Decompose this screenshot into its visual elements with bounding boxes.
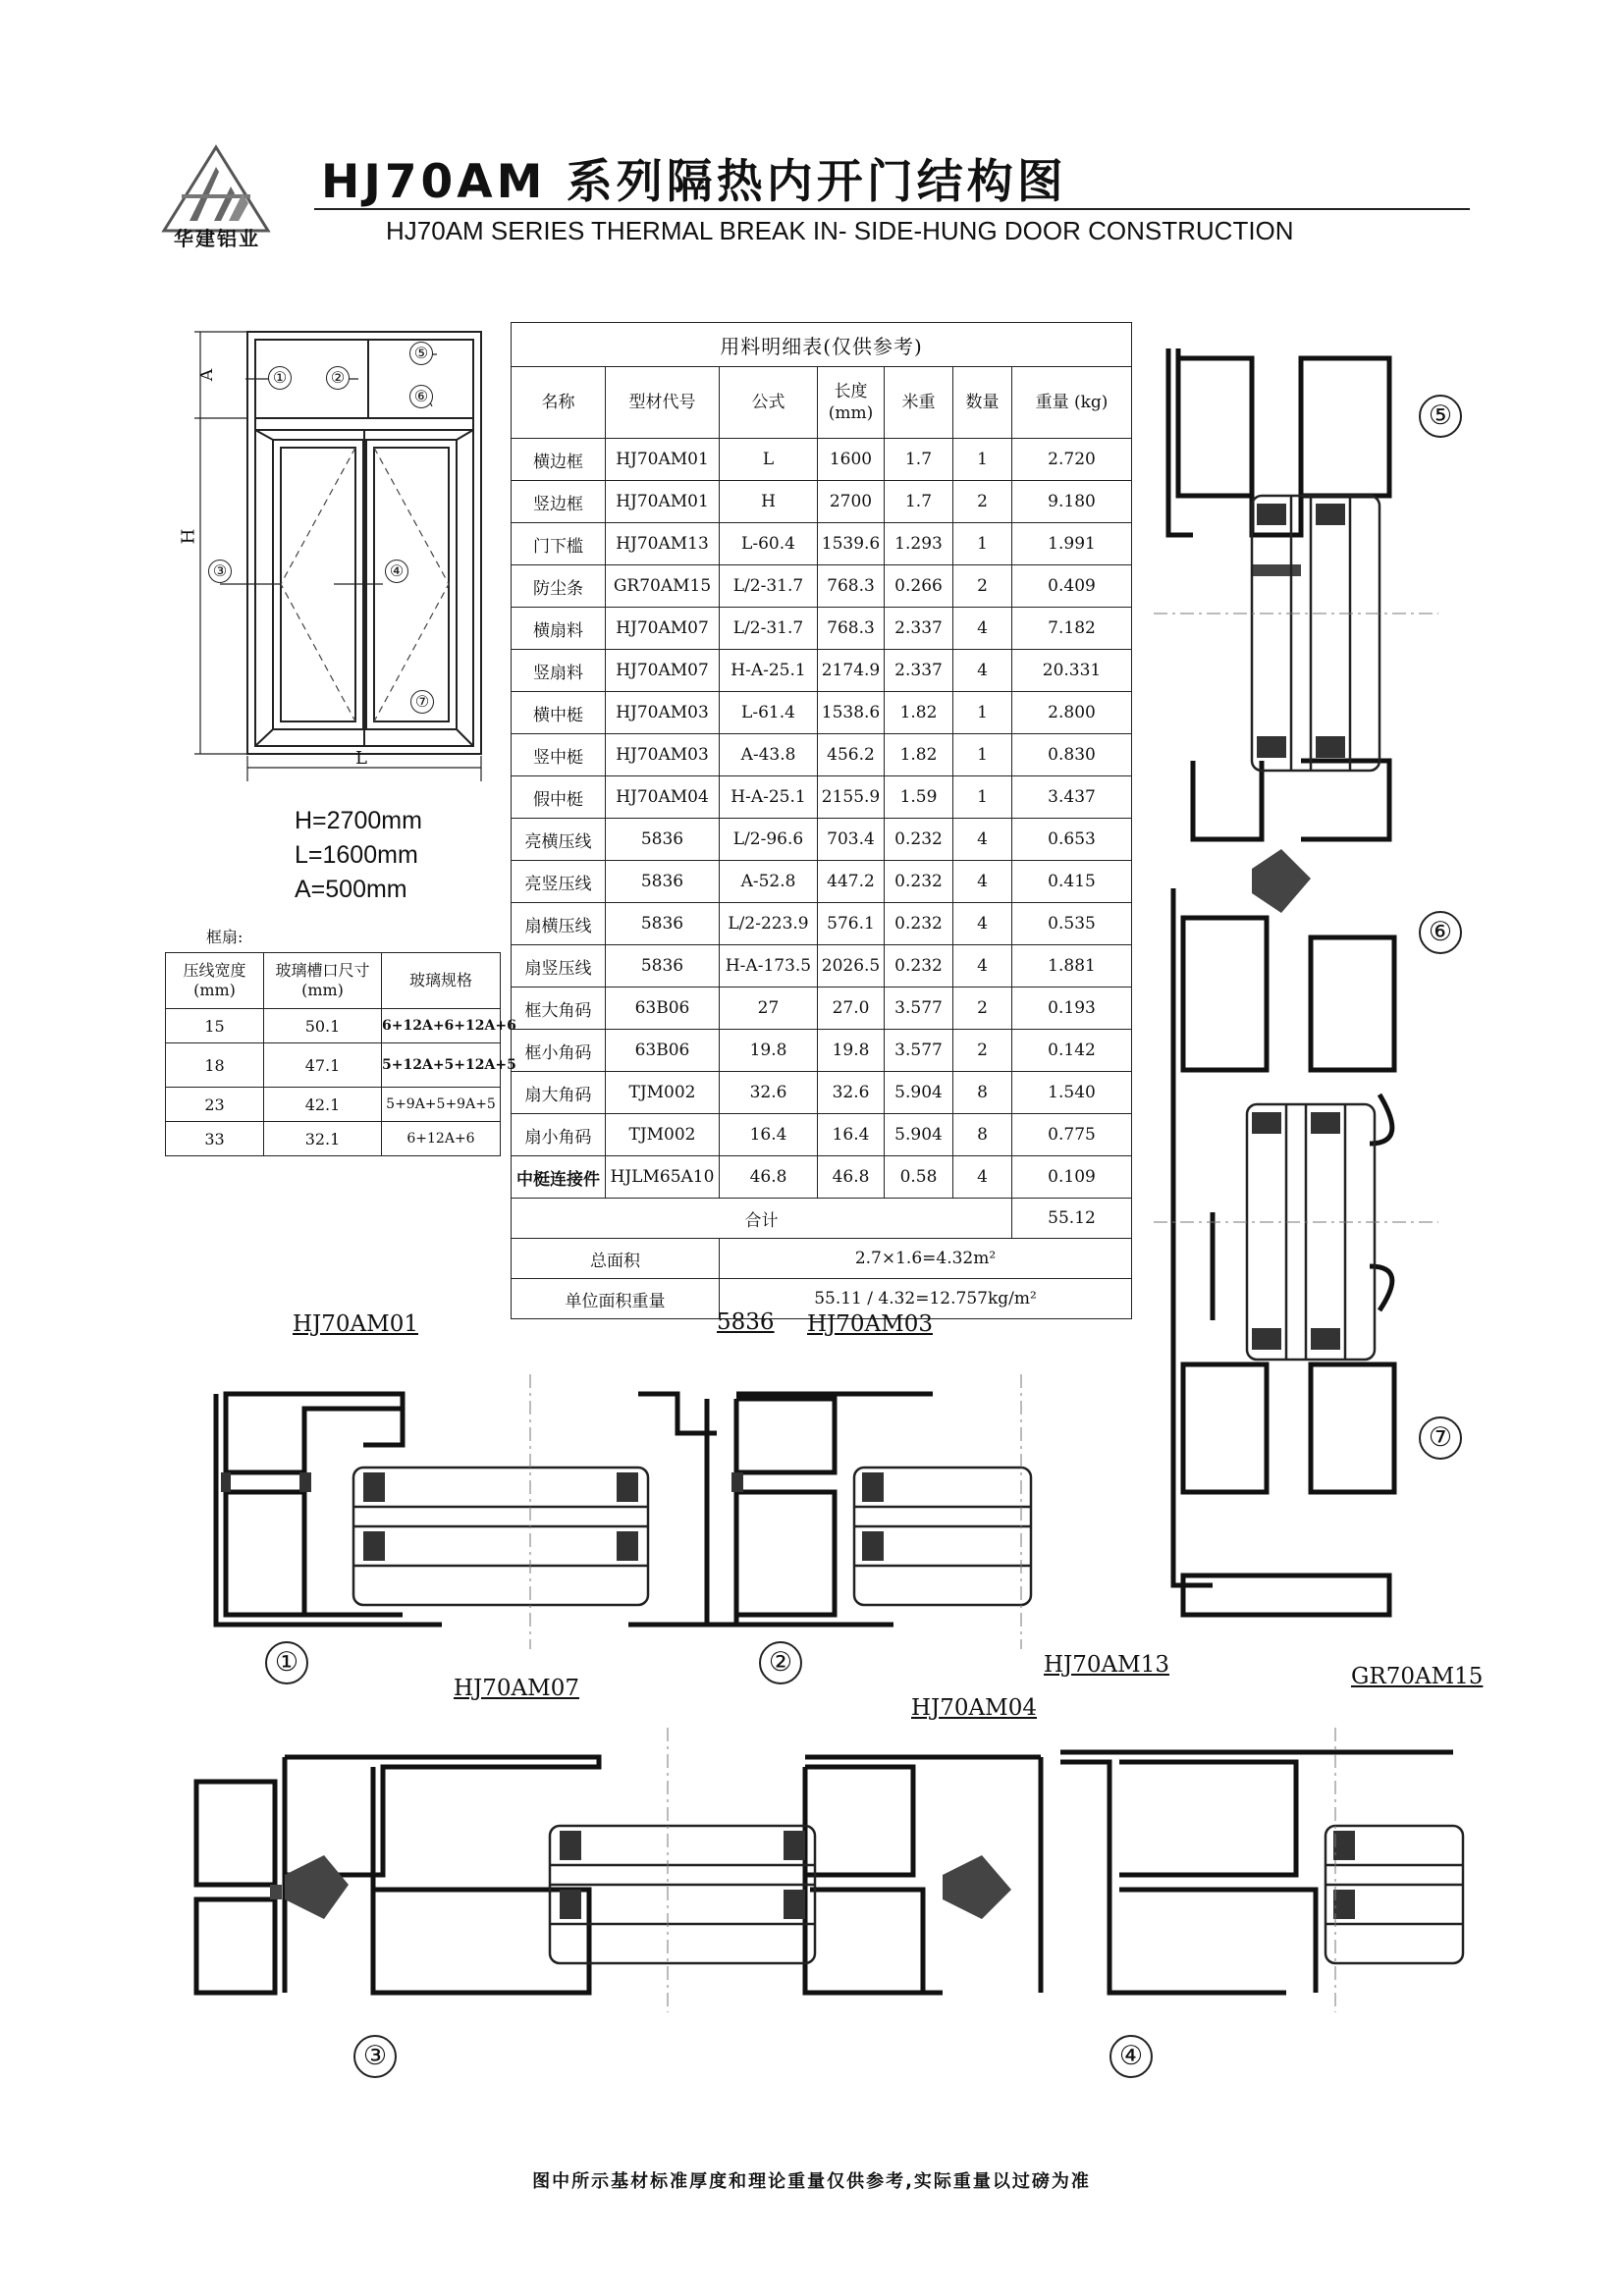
materials-cell: 2.337 xyxy=(885,650,953,692)
section-number-2: ② xyxy=(759,1641,802,1684)
materials-cell: 63B06 xyxy=(606,988,720,1030)
materials-table xyxy=(511,322,1132,1319)
materials-cell: H-A-25.1 xyxy=(720,776,818,819)
marker-4: ④ xyxy=(385,560,408,583)
materials-cell: 1 xyxy=(953,734,1012,776)
glass-header-cell: 玻璃规格 xyxy=(382,953,501,1009)
profile-label-gr70am15: GR70AM15 xyxy=(1351,1664,1484,1689)
materials-cell: 2155.9 xyxy=(818,776,885,819)
materials-cell: 扇大角码 xyxy=(512,1072,606,1114)
materials-cell: 32.6 xyxy=(818,1072,885,1114)
materials-cell: 2174.9 xyxy=(818,650,885,692)
materials-cell: TJM002 xyxy=(606,1114,720,1156)
materials-row xyxy=(512,650,1132,692)
materials-cell: 5836 xyxy=(606,945,720,988)
materials-cell: 0.266 xyxy=(885,565,953,608)
materials-cell: 扇小角码 xyxy=(512,1114,606,1156)
materials-cell: HJ70AM04 xyxy=(606,776,720,819)
materials-cell: 1539.6 xyxy=(818,523,885,565)
section-number-7: ⑦ xyxy=(1419,1416,1462,1460)
materials-cell: 框大角码 xyxy=(512,988,606,1030)
materials-cell: 1.7 xyxy=(885,481,953,523)
materials-row xyxy=(512,903,1132,945)
materials-cell: 竖扇料 xyxy=(512,650,606,692)
glass-row xyxy=(166,1122,501,1156)
glass-cell: 5+9A+5+9A+5 xyxy=(382,1088,501,1122)
materials-table-caption: 用料明细表(仅供参考) xyxy=(512,323,1132,367)
materials-cell: GR70AM15 xyxy=(606,565,720,608)
materials-row xyxy=(512,692,1132,734)
materials-cell: 46.8 xyxy=(818,1156,885,1199)
area-label: 总面积 xyxy=(512,1239,720,1279)
materials-cell: 768.3 xyxy=(818,608,885,650)
materials-row xyxy=(512,439,1132,481)
glass-cell: 32.1 xyxy=(264,1122,382,1156)
materials-cell: L/2-223.9 xyxy=(720,903,818,945)
materials-cell: 5.904 xyxy=(885,1072,953,1114)
section-number-4: ④ xyxy=(1109,2035,1153,2078)
materials-row xyxy=(512,776,1132,819)
materials-cell: 5836 xyxy=(606,903,720,945)
materials-cell: A-52.8 xyxy=(720,861,818,903)
materials-cell: 0.232 xyxy=(885,861,953,903)
materials-cell: 9.180 xyxy=(1012,481,1132,523)
profile-label-5836: 5836 xyxy=(717,1309,775,1335)
materials-cell: 扇竖压线 xyxy=(512,945,606,988)
materials-header-cell: 重量 (kg) xyxy=(1012,367,1132,439)
logo-text: 华建铝业 xyxy=(174,227,260,250)
section-number-5: ⑤ xyxy=(1419,395,1462,438)
materials-cell: 8 xyxy=(953,1072,1012,1114)
materials-cell: 0.415 xyxy=(1012,861,1132,903)
materials-cell: HJ70AM07 xyxy=(606,608,720,650)
materials-cell: 0.58 xyxy=(885,1156,953,1199)
materials-cell: 1 xyxy=(953,439,1012,481)
materials-cell: 8 xyxy=(953,1114,1012,1156)
glass-cell: 50.1 xyxy=(264,1009,382,1043)
materials-cell: 27.0 xyxy=(818,988,885,1030)
materials-header-cell: 名称 xyxy=(512,367,606,439)
materials-cell: 456.2 xyxy=(818,734,885,776)
materials-cell: HJ70AM03 xyxy=(606,692,720,734)
glass-cell: 47.1 xyxy=(264,1043,382,1088)
materials-row xyxy=(512,565,1132,608)
dim-label-l: L xyxy=(355,748,367,769)
spec-height: H=2700mm xyxy=(295,807,422,834)
materials-row xyxy=(512,988,1132,1030)
materials-header-cell: 公式 xyxy=(720,367,818,439)
materials-cell: 横扇料 xyxy=(512,608,606,650)
materials-cell: 1.293 xyxy=(885,523,953,565)
glass-cell: 42.1 xyxy=(264,1088,382,1122)
materials-cell: 亮横压线 xyxy=(512,819,606,861)
materials-cell: 1.82 xyxy=(885,734,953,776)
section-3-4-drawing xyxy=(177,1728,1473,2012)
materials-cell: 1538.6 xyxy=(818,692,885,734)
materials-cell: 1.881 xyxy=(1012,945,1132,988)
materials-cell: 2.720 xyxy=(1012,439,1132,481)
materials-cell: 0.142 xyxy=(1012,1030,1132,1072)
glass-cell: 33 xyxy=(166,1122,264,1156)
materials-cell: HJ70AM03 xyxy=(606,734,720,776)
materials-cell: 中梃连接件 xyxy=(512,1156,606,1199)
materials-cell: 2026.5 xyxy=(818,945,885,988)
materials-cell: 横边框 xyxy=(512,439,606,481)
section-number-1: ① xyxy=(265,1641,308,1684)
materials-cell: 447.2 xyxy=(818,861,885,903)
title-divider xyxy=(314,208,1470,210)
materials-cell: 3.577 xyxy=(885,988,953,1030)
materials-cell: 4 xyxy=(953,608,1012,650)
materials-cell: 4 xyxy=(953,861,1012,903)
materials-cell: 5836 xyxy=(606,861,720,903)
materials-cell: 0.109 xyxy=(1012,1156,1132,1199)
materials-cell: 1600 xyxy=(818,439,885,481)
marker-1: ① xyxy=(268,366,292,390)
materials-cell: 0.232 xyxy=(885,945,953,988)
materials-cell: 2 xyxy=(953,1030,1012,1072)
materials-cell: 2.800 xyxy=(1012,692,1132,734)
materials-cell: 0.775 xyxy=(1012,1114,1132,1156)
materials-cell: 16.4 xyxy=(818,1114,885,1156)
materials-cell: 竖中梃 xyxy=(512,734,606,776)
section-5-6-7-drawing xyxy=(1154,339,1438,1644)
materials-cell: 2700 xyxy=(818,481,885,523)
materials-cell: HJ70AM01 xyxy=(606,439,720,481)
section-number-6: ⑥ xyxy=(1419,911,1462,954)
materials-cell: L/2-96.6 xyxy=(720,819,818,861)
marker-2: ② xyxy=(326,366,350,390)
materials-cell: 1.540 xyxy=(1012,1072,1132,1114)
materials-cell: HJLM65A10 xyxy=(606,1156,720,1199)
materials-cell: 5.904 xyxy=(885,1114,953,1156)
profile-label-hj70am03: HJ70AM03 xyxy=(807,1311,933,1337)
materials-cell: 4 xyxy=(953,945,1012,988)
glass-table-label: 框扇: xyxy=(206,928,243,946)
profile-label-hj70am04: HJ70AM04 xyxy=(911,1695,1037,1721)
materials-cell: 19.8 xyxy=(818,1030,885,1072)
materials-cell: 19.8 xyxy=(720,1030,818,1072)
marker-7: ⑦ xyxy=(410,690,434,714)
materials-row xyxy=(512,608,1132,650)
glass-row xyxy=(166,1043,501,1088)
materials-cell: 0.653 xyxy=(1012,819,1132,861)
section-1-2-drawing xyxy=(206,1374,1041,1649)
marker-6: ⑥ xyxy=(409,385,433,408)
materials-cell: L-61.4 xyxy=(720,692,818,734)
glass-cell: 18 xyxy=(166,1043,264,1088)
materials-cell: L-60.4 xyxy=(720,523,818,565)
materials-cell: 0.232 xyxy=(885,903,953,945)
glass-header-cell: 玻璃槽口尺寸 (mm) xyxy=(264,953,382,1009)
materials-cell: 5836 xyxy=(606,819,720,861)
materials-cell: 46.8 xyxy=(720,1156,818,1199)
marker-3: ③ xyxy=(208,560,232,583)
materials-cell: HJ70AM01 xyxy=(606,481,720,523)
materials-cell: 576.1 xyxy=(818,903,885,945)
dim-label-h: H xyxy=(178,528,199,545)
materials-cell: 横中梃 xyxy=(512,692,606,734)
materials-cell: 768.3 xyxy=(818,565,885,608)
area-value: 2.7×1.6=4.32m² xyxy=(720,1239,1132,1279)
materials-cell: L/2-31.7 xyxy=(720,608,818,650)
page-title: HJ70AM 系列隔热内开门结构图 xyxy=(321,155,1067,209)
materials-cell: 2 xyxy=(953,565,1012,608)
materials-cell: 4 xyxy=(953,650,1012,692)
materials-cell: 703.4 xyxy=(818,819,885,861)
materials-cell: HJ70AM07 xyxy=(606,650,720,692)
materials-cell: 1 xyxy=(953,692,1012,734)
materials-cell: 7.182 xyxy=(1012,608,1132,650)
materials-cell: 4 xyxy=(953,819,1012,861)
materials-cell: 防尘条 xyxy=(512,565,606,608)
materials-cell: 0.830 xyxy=(1012,734,1132,776)
glass-spec-table xyxy=(165,952,516,1156)
glass-cell: 15 xyxy=(166,1009,264,1043)
materials-cell: 1 xyxy=(953,776,1012,819)
glass-row xyxy=(166,1088,501,1122)
glass-row xyxy=(166,1009,501,1043)
dim-label-a: A xyxy=(197,368,218,382)
profile-label-hj70am01: HJ70AM01 xyxy=(293,1311,418,1337)
materials-cell: 框小角码 xyxy=(512,1030,606,1072)
materials-cell: 3.437 xyxy=(1012,776,1132,819)
materials-cell: 4 xyxy=(953,903,1012,945)
materials-cell: 32.6 xyxy=(720,1072,818,1114)
materials-cell: 0.193 xyxy=(1012,988,1132,1030)
materials-cell: 1.7 xyxy=(885,439,953,481)
materials-cell: HJ70AM13 xyxy=(606,523,720,565)
materials-cell: H-A-25.1 xyxy=(720,650,818,692)
materials-cell: 20.331 xyxy=(1012,650,1132,692)
materials-header-cell: 数量 xyxy=(953,367,1012,439)
glass-cell: 6+12A+6 xyxy=(382,1122,501,1156)
glass-cell: 5+12A+5+12A+5 xyxy=(382,1043,501,1088)
materials-row xyxy=(512,861,1132,903)
materials-row xyxy=(512,734,1132,776)
materials-cell: 1.82 xyxy=(885,692,953,734)
materials-cell: 4 xyxy=(953,1156,1012,1199)
materials-cell: 0.535 xyxy=(1012,903,1132,945)
materials-cell: H-A-173.5 xyxy=(720,945,818,988)
spec-a: A=500mm xyxy=(295,876,407,903)
materials-cell: L/2-31.7 xyxy=(720,565,818,608)
materials-cell: L xyxy=(720,439,818,481)
materials-cell: 1.991 xyxy=(1012,523,1132,565)
materials-row xyxy=(512,945,1132,988)
materials-cell: 3.577 xyxy=(885,1030,953,1072)
materials-cell: 竖边框 xyxy=(512,481,606,523)
materials-cell: 27 xyxy=(720,988,818,1030)
total-value: 55.12 xyxy=(1012,1199,1132,1239)
spec-length: L=1600mm xyxy=(295,841,418,869)
materials-cell: 2.337 xyxy=(885,608,953,650)
profile-label-hj70am13: HJ70AM13 xyxy=(1044,1652,1169,1678)
materials-cell: 假中梃 xyxy=(512,776,606,819)
glass-cell: 23 xyxy=(166,1088,264,1122)
materials-cell: H xyxy=(720,481,818,523)
marker-5: ⑤ xyxy=(409,342,433,365)
materials-row xyxy=(512,1072,1132,1114)
section-number-3: ③ xyxy=(353,2035,397,2078)
unit-weight-value: 55.11 / 4.32=12.757kg/m² xyxy=(720,1279,1132,1319)
materials-cell: 扇横压线 xyxy=(512,903,606,945)
door-elevation-drawing xyxy=(187,324,501,785)
total-label: 合计 xyxy=(512,1199,1012,1239)
unit-weight-label: 单位面积重量 xyxy=(512,1279,720,1319)
materials-cell: 2 xyxy=(953,988,1012,1030)
glass-cell: 6+12A+6+12A+6 xyxy=(382,1009,501,1043)
materials-header-cell: 米重 xyxy=(885,367,953,439)
materials-cell: 门下槛 xyxy=(512,523,606,565)
page-subtitle: HJ70AM SERIES THERMAL BREAK IN- SIDE-HUNG DOOR CONSTRUCTION xyxy=(386,216,1294,245)
materials-cell: 0.409 xyxy=(1012,565,1132,608)
materials-cell: 亮竖压线 xyxy=(512,861,606,903)
materials-row xyxy=(512,1156,1132,1199)
materials-cell: 16.4 xyxy=(720,1114,818,1156)
materials-header-cell: 长度 (mm) xyxy=(818,367,885,439)
materials-row xyxy=(512,819,1132,861)
materials-cell: 1.59 xyxy=(885,776,953,819)
materials-row xyxy=(512,1030,1132,1072)
materials-cell: 63B06 xyxy=(606,1030,720,1072)
profile-label-hj70am07: HJ70AM07 xyxy=(454,1676,579,1701)
materials-row xyxy=(512,523,1132,565)
glass-header-cell: 压线宽度 (mm) xyxy=(166,953,264,1009)
materials-header-cell: 型材代号 xyxy=(606,367,720,439)
materials-cell: 1 xyxy=(953,523,1012,565)
materials-row xyxy=(512,481,1132,523)
materials-cell: TJM002 xyxy=(606,1072,720,1114)
materials-row xyxy=(512,1114,1132,1156)
materials-cell: 2 xyxy=(953,481,1012,523)
materials-cell: 0.232 xyxy=(885,819,953,861)
footnote: 图中所示基材标准厚度和理论重量仅供参考,实际重量以过磅为准 xyxy=(532,2171,1091,2192)
materials-cell: A-43.8 xyxy=(720,734,818,776)
